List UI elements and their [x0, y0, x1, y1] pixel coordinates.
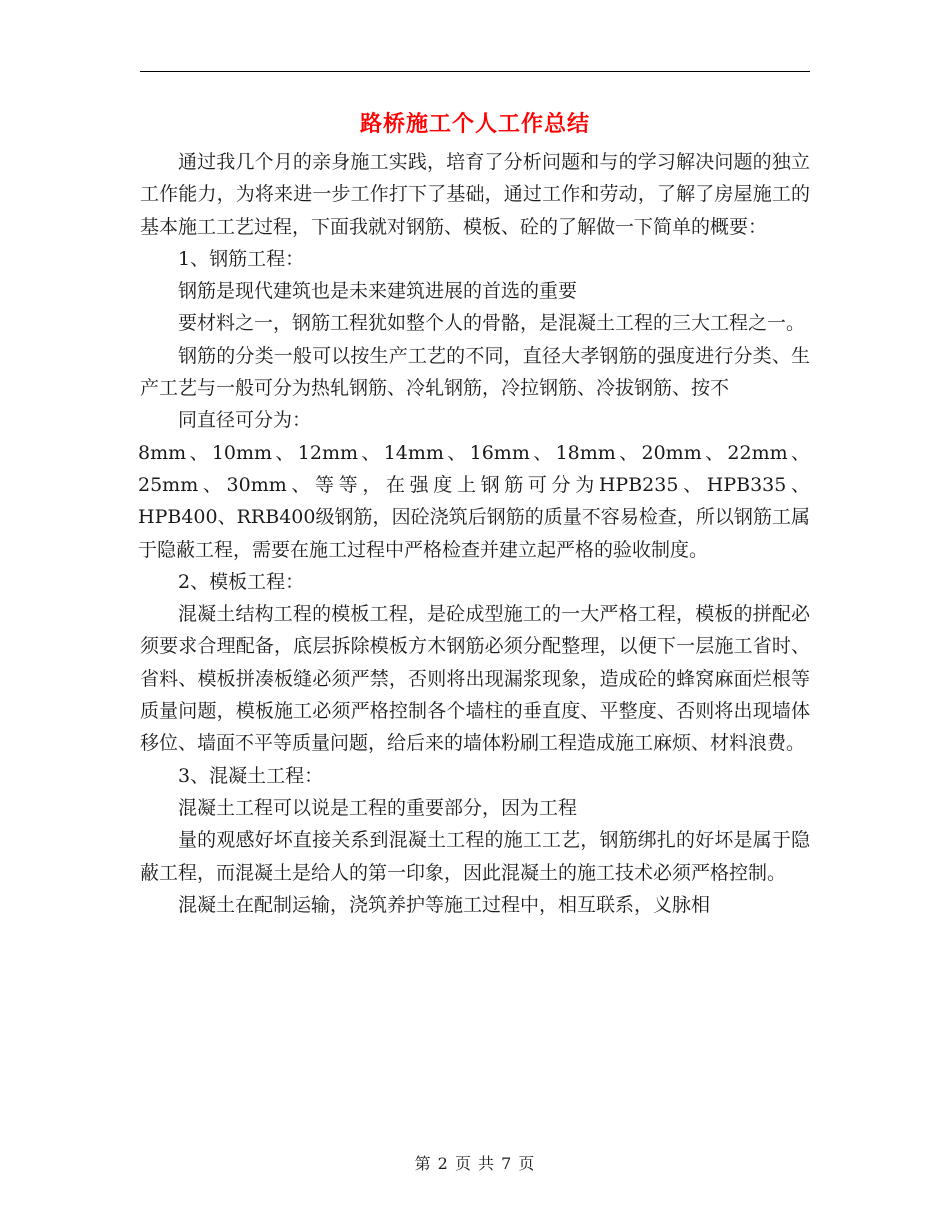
- heading-concrete: 3、混凝土工程：: [178, 764, 324, 787]
- header-rule: [140, 71, 810, 72]
- paragraph-concrete-importance: 混凝土工程可以说是工程的重要部分，因为工程: [178, 796, 578, 819]
- paragraph-rebar-importance: 钢筋是现代建筑也是未来建筑进展的首选的重要: [178, 280, 578, 303]
- paragraph-rebar-classification: 钢筋的分类一般可以按生产工艺的不同，直径大孝钢筋的强度进行分类、生产工艺与一般可分为热轧钢筋、冷轧钢筋，冷拉钢筋、冷拔钢筋、按不: [140, 344, 810, 400]
- paragraph-concrete-importance-cont: 量的观感好坏直接关系到混凝土工程的施工工艺，钢筋绑扎的好坏是属于隐蔽工程，而混凝土是给人的第一印象，因此混凝土的施工技术必须严格控制。: [140, 829, 810, 884]
- document-body: [140, 146, 810, 921]
- document-title: 路桥施工个人工作总结: [359, 112, 590, 137]
- heading-rebar-works: 1、钢筋工程：: [178, 247, 305, 270]
- paragraph-formwork: 混凝土结构工程的模板工程，是砼成型施工的一大严格工程，模板的拼配必须要求合理配备，底层拆除模板方木钢筋必须分配整理，以便下一层施工省时、省料、模板拼凑板缝必须严禁，否则将出现漏浆现象，造成砼的蜂窝麻面烂根等质量问题，模板施工必须严格控制各个墙柱的垂直度、平整度、否则将出现墙体移位、墙面不平等质量问题，给后来的墙体粉刷工程造成施工麻烦、材料浪费。: [140, 603, 810, 755]
- paragraph-rebar-diameters: 8mm、10mm、12mm、14mm、16mm、18mm、20mm、22mm、25mm、30mm、等等，在强度上钢筋可分为HPB235、HPB335、HPB400、RRB400级钢筋，因砼浇筑后钢筋的质量不容易检查，所以钢筋工属于隐蔽工程，需要在施工过程中严格检查并建立起严格的验收制度。: [138, 441, 810, 561]
- page-number: 第 2 页 共 7 页: [414, 1154, 536, 1173]
- paragraph-intro: 通过我几个月的亲身施工实践，培育了分析问题和与的学习解决问题的独立工作能力，为将来进一步工作打下了基础，通过工作和劳动，了解了房屋施工的基本施工工艺过程，下面我就对钢筋、模板、砼的了解做一下简单的概要：: [140, 151, 810, 238]
- paragraph-rebar-diameter-intro: 同直径可分为：: [178, 409, 312, 432]
- paragraph-concrete-process: 混凝土在配制运输，浇筑养护等施工过程中，相互联系，义脉相: [178, 893, 711, 916]
- paragraph-rebar-importance-cont: 要材料之一，钢筋工程犹如整个人的骨骼，是混凝土工程的三大工程之一。: [178, 312, 806, 335]
- heading-formwork: 2、模板工程：: [178, 570, 305, 593]
